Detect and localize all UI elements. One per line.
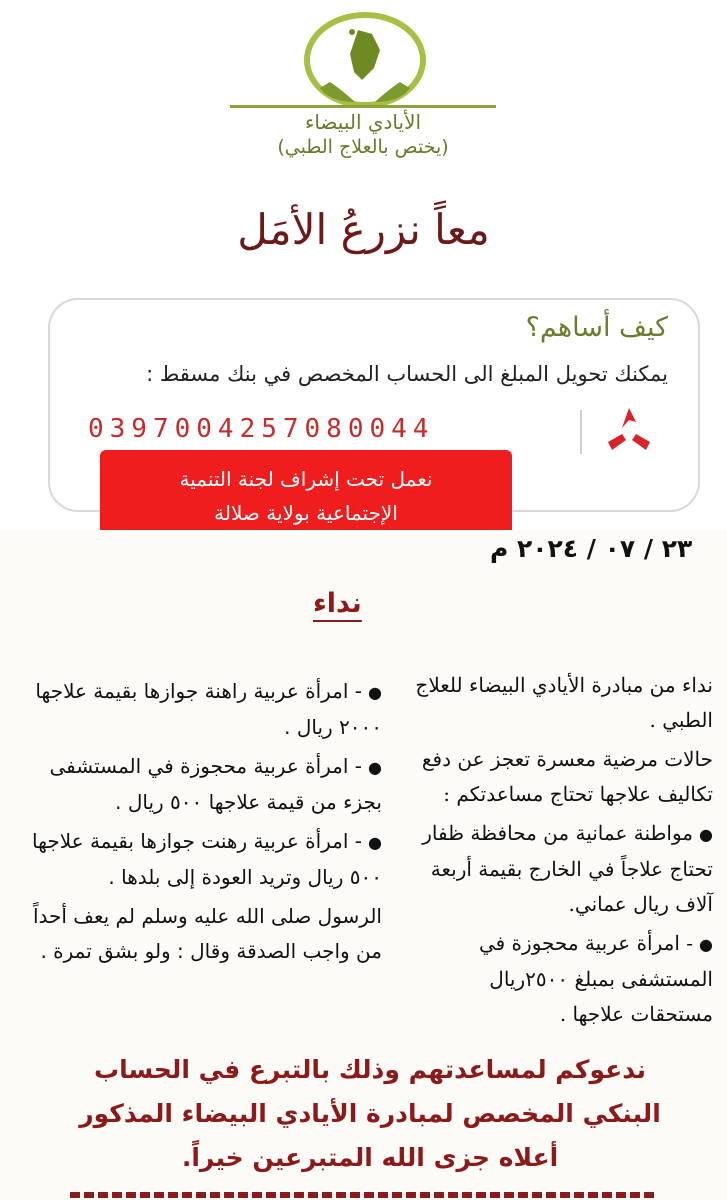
hands-map-logo-icon [300, 10, 430, 110]
notice-intro: نداء من مبادرة الأيادي البيضاء للعلاج الطبي . [415, 673, 713, 732]
notice-left-column [14, 674, 382, 973]
poster-top [0, 0, 727, 530]
card-title: كيف أساهم؟ [525, 312, 668, 343]
notice-cases-intro: حالات مرضية معسرة تعجز عن دفع تكاليف علاجها تحتاج مساعدتكم : [421, 747, 713, 806]
case-text: - امرأة عربية راهنة جوازها بقيمة علاجها ٢٠٠٠ ريال . [35, 679, 382, 739]
bullet-icon: ● [368, 833, 382, 852]
appeal-line-2: البنكي المخصص لمبادرة الأيادي البيضاء المذكور [79, 1099, 661, 1128]
account-number: 0397004257080044 [88, 414, 435, 444]
notice-heading: نداء [313, 588, 362, 619]
cropped-line [70, 1192, 657, 1198]
appeal-line-3: أعلاه جزى الله المتبرعين خيراً. [181, 1143, 559, 1172]
case-text: - امرأة عربية رهنت جوازها بقيمة علاجها ٥٠٠ ريال وتريد العودة إلى بلدها . [32, 829, 382, 889]
case-item [14, 749, 382, 820]
case-item [407, 926, 713, 1032]
bullet-icon: ● [368, 758, 382, 777]
org-name: الأيادي البيضاء [304, 110, 422, 134]
bank-muscat-logo-icon [602, 404, 656, 454]
banner-line-2: الإجتماعية بولاية صلالة [214, 501, 398, 525]
case-item [14, 824, 382, 895]
bullet-icon: ● [699, 825, 713, 844]
case-item [14, 674, 382, 745]
notice-right-column [407, 668, 713, 1036]
account-separator [580, 410, 582, 454]
case-text: - امرأة عربية محجوزة في المستشفى بجزء من قيمة علاجها ٥٠٠ ريال . [49, 754, 382, 814]
case-item [407, 816, 713, 922]
logo-divider [230, 105, 496, 108]
slogan: معاً نزرعُ الأمَل [237, 205, 490, 254]
appeal-line-1: ندعوكم لمساعدتهم وذلك بالتبرع في الحساب [93, 1055, 647, 1084]
banner-line-1: نعمل تحت إشراف لجنة التنمية [179, 467, 433, 491]
cropped-text-edge [0, 1188, 727, 1200]
bullet-icon: ● [368, 683, 382, 702]
hadith-text: الرسول صلى الله عليه وسلم لم يعف أحداً من واجب الصدقة وقال : ولو بشق تمرة . [32, 904, 382, 963]
notice-date: ٢٣ / ٠٧ / ٢٠٢٤ م [490, 534, 693, 563]
case-text: مواطنة عمانية من محافظة ظفار تحتاج علاجاً في الخارج بقيمة أربعة آلاف ريال عماني. [422, 821, 713, 916]
card-instruction: يمكنك تحويل المبلغ الى الحساب المخصص في بنك مسقط : [146, 362, 668, 386]
donation-appeal [40, 1048, 700, 1180]
org-tagline: (يختص بالعلاج الطبي) [277, 136, 449, 158]
bullet-icon: ● [699, 935, 713, 954]
case-text: - امرأة عربية محجوزة في المستشفى بمبلغ ٢٥٠٠ريال مستحقات علاجها . [478, 931, 713, 1026]
